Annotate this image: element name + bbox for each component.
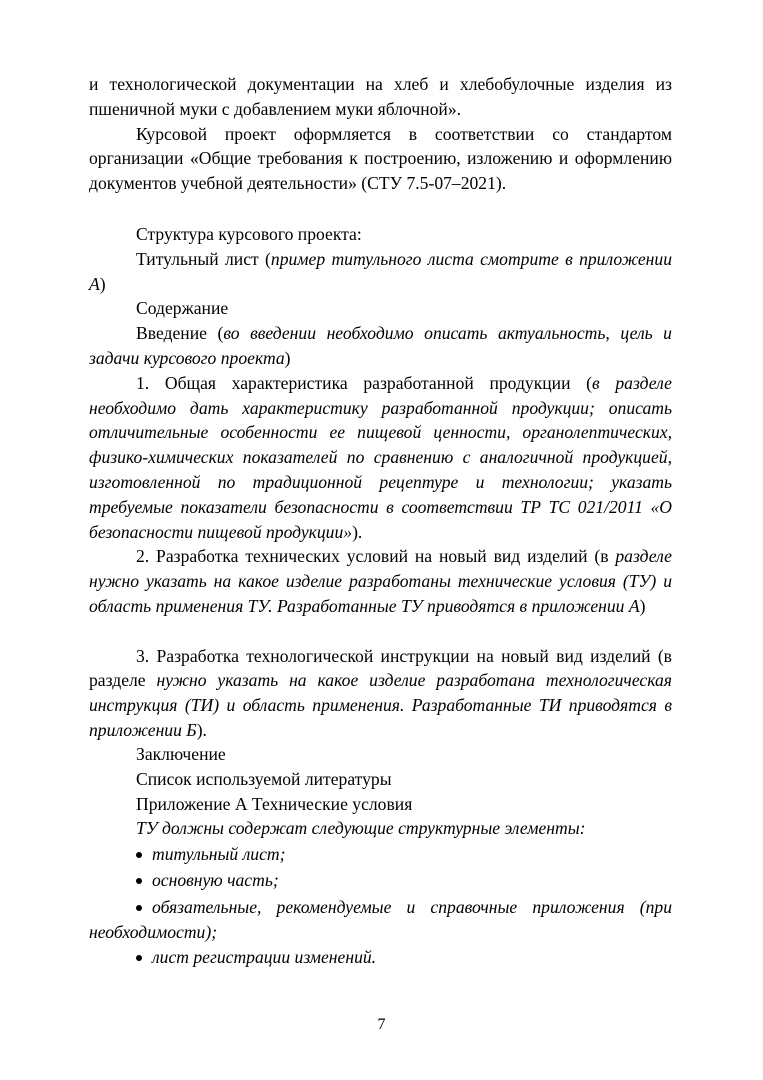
- item-appendix-a: Приложение А Технические условия: [136, 793, 413, 814]
- item-title-sheet-close: ): [99, 273, 106, 294]
- tu-intro-text: ТУ должны содержат следующие структурные элементы:: [136, 818, 586, 839]
- bullet-text: титульный лист;: [152, 844, 286, 864]
- item-references: Список используемой литературы: [136, 768, 392, 789]
- bullet-text: обязательные, рекомендуемые и справочные приложения (при необходимости);: [89, 897, 672, 942]
- tu-intro: [136, 816, 586, 841]
- paragraph-continuation: и технологической документации на хлеб и хлебобулочные изделия из пшеничной муки с добавлением муки яблочной».: [89, 74, 672, 119]
- item-section-1-close: ).: [352, 521, 363, 542]
- bullet-dot-icon: [136, 905, 142, 911]
- bullet-item: [136, 945, 376, 970]
- item-section-1-label: 1. Общая характеристика разработанной продукции (: [136, 372, 593, 393]
- item-introduction-note: во введении необходимо описать актуальность, цель и задачи курсового проекта: [89, 323, 672, 368]
- item-title-sheet: [89, 247, 672, 297]
- item-introduction-label: Введение (: [136, 323, 224, 344]
- item-section-3-label: 3. Разработка технологической инструкции на новый вид изделий (в разделе: [89, 645, 672, 691]
- item-section-2-label: 2. Разработка технических условий на новый вид изделий (в: [136, 546, 616, 567]
- structure-heading: Структура курсового проекта:: [136, 224, 362, 244]
- item-section-1: [89, 371, 672, 545]
- item-introduction-close: ): [284, 347, 291, 368]
- bullet-dot-icon: [136, 878, 142, 884]
- item-conclusion: Заключение: [136, 744, 226, 764]
- item-section-2: [89, 544, 672, 618]
- item-contents: Содержание: [136, 298, 229, 319]
- item-section-3-note: нужно указать на какое изделие разработана технологическая инструкция (ТИ) и область применения. Разработанные ТИ приводятся в приложении Б: [89, 670, 672, 740]
- bullet-text: лист регистрации изменений.: [152, 947, 377, 967]
- bullet-item: [89, 895, 672, 945]
- bullet-item: [136, 842, 285, 867]
- item-introduction: [89, 321, 672, 371]
- page-number: 7: [377, 1016, 386, 1033]
- item-section-1-note: в разделе необходимо дать характеристику разработанной продукции; описать отличительные особенности ее пищевой ценности, органолептических, физико-химических показателей по сравнению с аналогичной продукцией, изготовленной по традиционной рецептуре и технологии; указать требуемые показатели безопасности в соответствии ТР ТС 021/2011 «О безопасности пищевой продукции»: [89, 372, 672, 542]
- item-section-3: [89, 644, 672, 743]
- item-section-3-close: ).: [196, 719, 207, 740]
- item-section-2-close: ): [639, 595, 646, 616]
- item-title-sheet-label: Титульный лист (: [136, 248, 271, 269]
- paragraph-standard: Курсовой проект оформляется в соответствии со стандартом организации «Общие требования к построению, изложению и оформлению документов учебной деятельности» (СТУ 7.5-07–2021).: [89, 123, 672, 194]
- bullet-dot-icon: [136, 955, 142, 961]
- bullet-item: [136, 868, 279, 893]
- bullet-text: основную часть;: [152, 870, 279, 890]
- item-section-2-note: разделе нужно указать на какое изделие разработаны технические условия (ТУ) и область применения ТУ. Разработанные ТУ приводятся в приложении А: [89, 546, 672, 616]
- bullet-dot-icon: [136, 852, 142, 858]
- item-title-sheet-note: пример титульного листа смотрите в приложении А: [89, 248, 672, 294]
